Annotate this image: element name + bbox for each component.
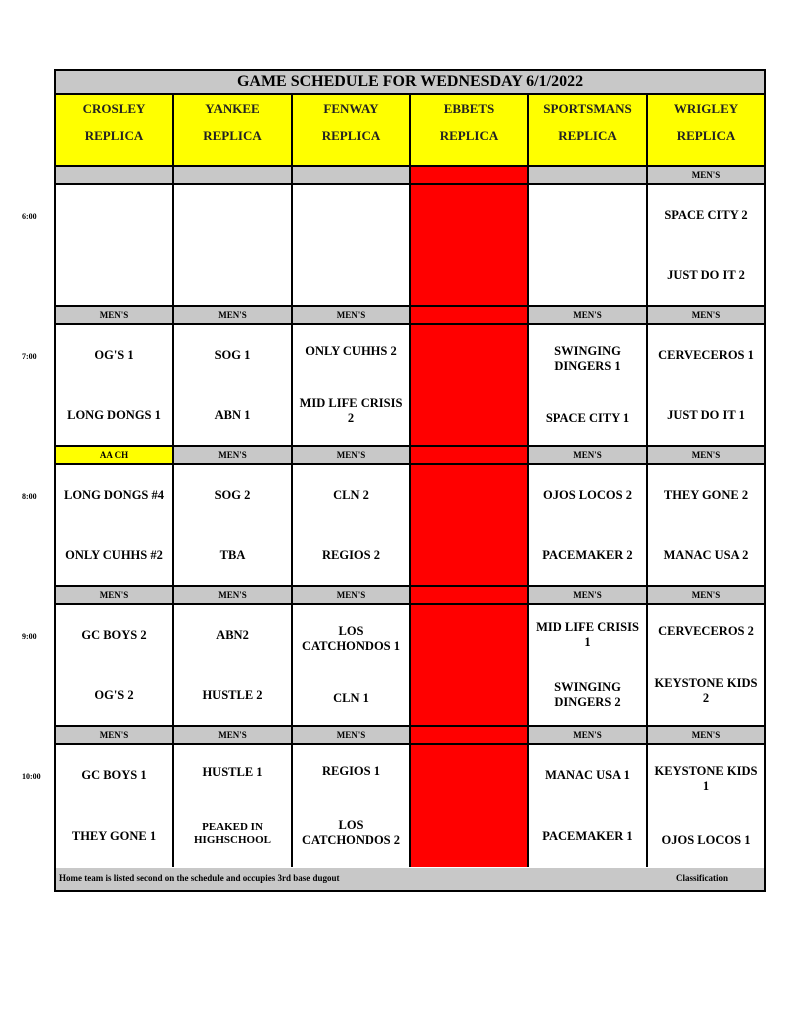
time-label: 7:00 [22, 352, 37, 361]
field-header-yankee [174, 95, 293, 167]
home-team: JUST DO IT 1 [667, 407, 745, 422]
classification-cell [411, 167, 529, 185]
away-team: THEY GONE 2 [663, 487, 749, 502]
schedule-sheet [54, 69, 766, 892]
field-header-fenway [293, 95, 411, 167]
classification-cell [411, 727, 529, 745]
time-label: 8:00 [22, 492, 37, 501]
classification-cell: MEN'S [529, 727, 648, 745]
time-label: 9:00 [22, 632, 37, 641]
classification-cell: MEN'S [648, 447, 764, 465]
game-cell [529, 745, 648, 867]
home-team: LONG DONGS 1 [67, 407, 161, 422]
classification-cell: MEN'S [174, 587, 293, 605]
game-cell [174, 185, 293, 307]
closed-field-cell [411, 185, 529, 307]
classification-cell [56, 167, 174, 185]
home-team: KEYSTONE KIDS 2 [654, 676, 758, 706]
away-team: CLN 2 [333, 487, 369, 502]
game-cell [529, 185, 648, 307]
field-subtitle: REPLICA [321, 128, 381, 143]
field-name: YANKEE [205, 101, 260, 116]
home-team: REGIOS 2 [321, 547, 380, 562]
game-cell [648, 465, 764, 587]
classification-cell: MEN'S [648, 307, 764, 325]
field-subtitle: REPLICA [203, 128, 262, 143]
home-team: OG'S 2 [94, 687, 134, 702]
closed-field-cell [411, 605, 529, 727]
away-team: SOG 1 [214, 347, 251, 362]
field-name: WRIGLEY [673, 101, 739, 116]
classification-cell: MEN'S [293, 727, 411, 745]
field-name: SPORTSMANS [543, 101, 632, 116]
home-team: THEY GONE 1 [71, 829, 157, 843]
game-cell [56, 325, 174, 447]
home-team: PACEMAKER 1 [542, 829, 633, 843]
home-team: SWINGING DINGERS 2 [554, 680, 621, 709]
field-subtitle: REPLICA [84, 128, 144, 143]
away-team: CERVECEROS 2 [658, 623, 754, 638]
time-label: 10:00 [22, 772, 41, 781]
away-team: MID LIFE CRISIS 1 [536, 620, 639, 649]
away-team: CERVECEROS 1 [658, 347, 754, 362]
home-team: ABN 1 [214, 407, 251, 422]
field-name: EBBETS [443, 101, 495, 116]
home-team: LOS CATCHONDOS 2 [301, 817, 401, 847]
field-name: FENWAY [323, 101, 379, 116]
away-team: LONG DONGS #4 [63, 487, 164, 502]
game-cell [56, 465, 174, 587]
game-cell [648, 325, 764, 447]
home-team: MID LIFE CRISIS 2 [299, 396, 403, 426]
away-team: ABN2 [216, 627, 249, 642]
home-team: PEAKED IN HIGHSCHOOL [193, 820, 272, 846]
classification-cell: MEN'S [648, 587, 764, 605]
schedule-title: GAME SCHEDULE FOR WEDNESDAY 6/1/2022 [56, 71, 764, 95]
game-cell [293, 605, 411, 727]
away-team: HUSTLE 1 [202, 765, 263, 780]
field-header-ebbets [411, 95, 529, 167]
field-subtitle: REPLICA [439, 128, 499, 143]
home-team: PACEMAKER 2 [542, 547, 633, 562]
classification-cell: MEN'S [529, 447, 648, 465]
field-header-crosley [56, 95, 174, 167]
classification-cell: MEN'S [529, 587, 648, 605]
game-cell [293, 745, 411, 867]
classification-cell: MEN'S [293, 447, 411, 465]
classification-cell: MEN'S [293, 587, 411, 605]
field-name: CROSLEY [82, 101, 146, 116]
closed-field-cell [411, 745, 529, 867]
classification-label: Classification [676, 873, 729, 883]
classification-cell: MEN'S [174, 727, 293, 745]
classification-cell: MEN'S [174, 307, 293, 325]
game-cell [529, 325, 648, 447]
away-team: KEYSTONE KIDS 1 [654, 764, 758, 794]
classification-cell: MEN'S [174, 447, 293, 465]
field-subtitle: REPLICA [558, 128, 617, 143]
away-team: REGIOS 1 [321, 764, 380, 779]
classification-cell: MEN'S [529, 307, 648, 325]
home-team: MANAC USA 2 [663, 547, 749, 562]
game-cell [293, 465, 411, 587]
away-team: OJOS LOCOS 2 [543, 487, 632, 502]
game-cell [529, 465, 648, 587]
home-team: HUSTLE 2 [202, 687, 263, 702]
home-team: ONLY CUHHS #2 [65, 547, 163, 562]
classification-cell: MEN'S [56, 727, 174, 745]
field-header-sportsmans [529, 95, 648, 167]
classification-cell [174, 167, 293, 185]
closed-field-cell [411, 465, 529, 587]
home-team: JUST DO IT 2 [667, 267, 745, 282]
away-team: SPACE CITY 2 [664, 207, 748, 222]
time-label: 6:00 [22, 212, 37, 221]
game-cell [174, 465, 293, 587]
away-team: GC BOYS 1 [81, 768, 147, 782]
footer-bar [56, 868, 764, 890]
game-cell [56, 185, 174, 307]
home-team-note: Home team is listed second on the schedule and occupies 3rd base dugout [59, 873, 340, 883]
away-team: SWINGING DINGERS 1 [554, 343, 621, 373]
away-team: SOG 2 [214, 487, 251, 502]
classification-cell: MEN'S [648, 727, 764, 745]
classification-cell: MEN'S [648, 167, 764, 185]
game-cell [648, 605, 764, 727]
game-cell [174, 325, 293, 447]
game-cell [293, 185, 411, 307]
game-cell [648, 745, 764, 867]
home-team: OJOS LOCOS 1 [661, 832, 751, 847]
classification-cell: AA CH [56, 447, 174, 465]
classification-cell [411, 447, 529, 465]
away-team: LOS CATCHONDOS 1 [301, 623, 401, 653]
home-team: CLN 1 [333, 691, 369, 706]
classification-cell [411, 587, 529, 605]
classification-cell: MEN'S [56, 307, 174, 325]
away-team: MANAC USA 1 [545, 768, 630, 782]
game-cell [648, 185, 764, 307]
home-team: TBA [219, 547, 246, 562]
away-team: OG'S 1 [94, 347, 134, 362]
game-cell [293, 325, 411, 447]
closed-field-cell [411, 325, 529, 447]
game-cell [56, 745, 174, 867]
game-cell [56, 605, 174, 727]
field-header-wrigley [648, 95, 764, 167]
game-cell [529, 605, 648, 727]
classification-cell [529, 167, 648, 185]
game-cell [174, 745, 293, 867]
home-team: SPACE CITY 1 [545, 411, 630, 426]
field-subtitle: REPLICA [676, 128, 736, 143]
classification-cell [293, 167, 411, 185]
away-team: ONLY CUHHS 2 [305, 343, 397, 358]
classification-cell [411, 307, 529, 325]
away-team: GC BOYS 2 [81, 627, 147, 642]
classification-cell: MEN'S [56, 587, 174, 605]
game-cell [174, 605, 293, 727]
classification-cell: MEN'S [293, 307, 411, 325]
